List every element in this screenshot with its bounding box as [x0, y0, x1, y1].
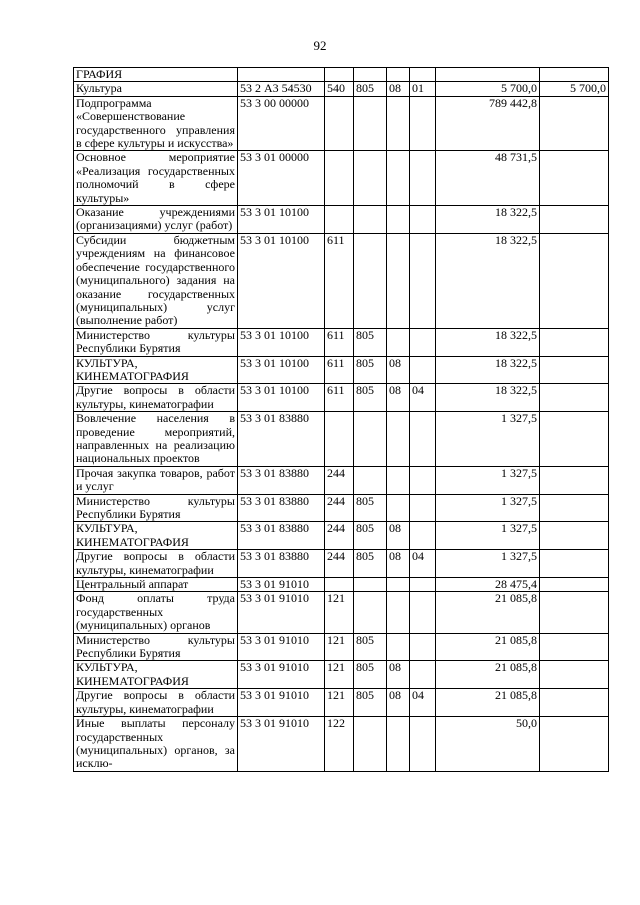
table-row	[74, 151, 609, 206]
amount-extra-cell	[540, 96, 609, 151]
table-row	[74, 592, 609, 633]
budget-table	[73, 67, 609, 772]
target-code-cell: 53 3 01 91010	[238, 578, 325, 592]
section-cell: 08	[387, 82, 410, 96]
administrator-cell: 805	[354, 328, 387, 356]
subsection-cell	[410, 466, 436, 494]
target-code-cell: 53 3 01 91010	[238, 717, 325, 772]
amount-cell: 1 327,5	[436, 522, 540, 550]
section-cell	[387, 233, 410, 328]
target-code-cell: 53 3 01 83880	[238, 494, 325, 522]
expense-type-cell: 244	[325, 550, 354, 578]
row-name-cell: Иные выплаты персоналу государственных (муниципальных) органов, за исклю-	[74, 717, 238, 772]
administrator-cell: 805	[354, 82, 387, 96]
administrator-cell: 805	[354, 494, 387, 522]
administrator-cell	[354, 233, 387, 328]
administrator-cell	[354, 412, 387, 467]
amount-extra-cell	[540, 412, 609, 467]
administrator-cell	[354, 68, 387, 82]
section-cell: 08	[387, 550, 410, 578]
amount-extra-cell	[540, 689, 609, 717]
subsection-cell	[410, 151, 436, 206]
amount-cell: 21 085,8	[436, 661, 540, 689]
administrator-cell: 805	[354, 633, 387, 661]
administrator-cell: 805	[354, 689, 387, 717]
row-name-cell: Основное мероприятие «Реализация государственных полномочий в сфере культуры»	[74, 151, 238, 206]
expense-type-cell	[325, 68, 354, 82]
table-row	[74, 356, 609, 384]
table-row	[74, 82, 609, 96]
amount-extra-cell	[540, 550, 609, 578]
amount-extra-cell	[540, 578, 609, 592]
target-code-cell: 53 3 01 83880	[238, 550, 325, 578]
expense-type-cell: 611	[325, 384, 354, 412]
row-name-cell: Прочая закупка товаров, работ и услуг	[74, 466, 238, 494]
section-cell: 08	[387, 689, 410, 717]
target-code-cell: 53 3 01 83880	[238, 522, 325, 550]
subsection-cell	[410, 578, 436, 592]
subsection-cell	[410, 592, 436, 633]
target-code-cell: 53 3 01 10100	[238, 328, 325, 356]
subsection-cell: 04	[410, 689, 436, 717]
expense-type-cell: 611	[325, 328, 354, 356]
section-cell	[387, 717, 410, 772]
amount-cell: 21 085,8	[436, 592, 540, 633]
expense-type-cell	[325, 206, 354, 234]
page-number: 92	[313, 38, 327, 53]
section-cell: 08	[387, 384, 410, 412]
target-code-cell: 53 3 01 91010	[238, 633, 325, 661]
administrator-cell: 805	[354, 550, 387, 578]
subsection-cell	[410, 356, 436, 384]
amount-cell: 1 327,5	[436, 550, 540, 578]
target-code-cell: 53 3 01 91010	[238, 689, 325, 717]
table-row	[74, 550, 609, 578]
table-row	[74, 233, 609, 328]
expense-type-cell: 611	[325, 233, 354, 328]
row-name-cell: ГРАФИЯ	[74, 68, 238, 82]
subsection-cell	[410, 68, 436, 82]
expense-type-cell: 611	[325, 356, 354, 384]
row-name-cell: Фонд оплаты труда государственных (муниципальных) органов	[74, 592, 238, 633]
administrator-cell	[354, 717, 387, 772]
expense-type-cell: 121	[325, 592, 354, 633]
table-row	[74, 328, 609, 356]
amount-extra-cell	[540, 206, 609, 234]
administrator-cell	[354, 578, 387, 592]
amount-cell: 1 327,5	[436, 412, 540, 467]
target-code-cell: 53 3 01 10100	[238, 356, 325, 384]
row-name-cell: Центральный аппарат	[74, 578, 238, 592]
amount-cell: 18 322,5	[436, 328, 540, 356]
amount-cell: 18 322,5	[436, 206, 540, 234]
administrator-cell	[354, 206, 387, 234]
target-code-cell: 53 3 01 91010	[238, 592, 325, 633]
section-cell: 08	[387, 356, 410, 384]
subsection-cell	[410, 206, 436, 234]
amount-cell: 18 322,5	[436, 356, 540, 384]
section-cell	[387, 412, 410, 467]
table-row	[74, 522, 609, 550]
administrator-cell	[354, 592, 387, 633]
target-code-cell	[238, 68, 325, 82]
administrator-cell	[354, 151, 387, 206]
administrator-cell: 805	[354, 522, 387, 550]
amount-extra-cell	[540, 592, 609, 633]
target-code-cell: 53 2 А3 54530	[238, 82, 325, 96]
administrator-cell: 805	[354, 661, 387, 689]
row-name-cell: Министерство культуры Республики Бурятия	[74, 328, 238, 356]
expense-type-cell: 540	[325, 82, 354, 96]
amount-cell	[436, 68, 540, 82]
amount-extra-cell	[540, 233, 609, 328]
subsection-cell: 01	[410, 82, 436, 96]
amount-cell: 18 322,5	[436, 384, 540, 412]
table-row	[74, 384, 609, 412]
row-name-cell: Вовлечение населения в проведение мероприятий, направленных на реализацию национальных проектов	[74, 412, 238, 467]
table-row	[74, 661, 609, 689]
table-row	[74, 96, 609, 151]
amount-extra-cell	[540, 661, 609, 689]
expense-type-cell: 121	[325, 633, 354, 661]
subsection-cell	[410, 412, 436, 467]
section-cell	[387, 578, 410, 592]
amount-extra-cell	[540, 522, 609, 550]
table-row	[74, 717, 609, 772]
section-cell	[387, 68, 410, 82]
section-cell: 08	[387, 522, 410, 550]
section-cell	[387, 633, 410, 661]
amount-extra-cell	[540, 151, 609, 206]
amount-cell: 21 085,8	[436, 633, 540, 661]
amount-cell: 18 322,5	[436, 233, 540, 328]
section-cell	[387, 151, 410, 206]
amount-cell: 1 327,5	[436, 466, 540, 494]
subsection-cell	[410, 522, 436, 550]
subsection-cell	[410, 661, 436, 689]
section-cell	[387, 494, 410, 522]
administrator-cell: 805	[354, 384, 387, 412]
amount-cell: 1 327,5	[436, 494, 540, 522]
amount-extra-cell	[540, 633, 609, 661]
expense-type-cell: 122	[325, 717, 354, 772]
amount-extra-cell	[540, 494, 609, 522]
target-code-cell: 53 3 01 83880	[238, 412, 325, 467]
subsection-cell	[410, 96, 436, 151]
administrator-cell	[354, 96, 387, 151]
row-name-cell: Подпрограмма «Совершенствование государственного управления в сфере культуры и искусства»	[74, 96, 238, 151]
row-name-cell: КУЛЬТУРА, КИНЕМАТОГРАФИЯ	[74, 522, 238, 550]
subsection-cell: 04	[410, 550, 436, 578]
table-row	[74, 689, 609, 717]
amount-extra-cell	[540, 68, 609, 82]
target-code-cell: 53 3 01 10100	[238, 206, 325, 234]
amount-cell: 789 442,8	[436, 96, 540, 151]
expense-type-cell: 244	[325, 494, 354, 522]
table-row	[74, 412, 609, 467]
target-code-cell: 53 3 00 00000	[238, 96, 325, 151]
expense-type-cell: 244	[325, 522, 354, 550]
section-cell	[387, 466, 410, 494]
target-code-cell: 53 3 01 00000	[238, 151, 325, 206]
amount-extra-cell: 5 700,0	[540, 82, 609, 96]
amount-cell: 5 700,0	[436, 82, 540, 96]
administrator-cell	[354, 466, 387, 494]
table-row	[74, 494, 609, 522]
expense-type-cell: 244	[325, 466, 354, 494]
expense-type-cell	[325, 412, 354, 467]
row-name-cell: Другие вопросы в области культуры, кинематографии	[74, 550, 238, 578]
subsection-cell	[410, 494, 436, 522]
expense-type-cell	[325, 96, 354, 151]
amount-cell: 48 731,5	[436, 151, 540, 206]
amount-extra-cell	[540, 328, 609, 356]
row-name-cell: Министерство культуры Республики Бурятия	[74, 633, 238, 661]
target-code-cell: 53 3 01 10100	[238, 384, 325, 412]
row-name-cell: КУЛЬТУРА, КИНЕМАТОГРАФИЯ	[74, 661, 238, 689]
section-cell	[387, 328, 410, 356]
subsection-cell: 04	[410, 384, 436, 412]
row-name-cell: Субсидии бюджетным учреждениям на финансовое обеспечение государственного (муниципального) задания на оказание государственных (муниципальных) услуг (выполнение работ)	[74, 233, 238, 328]
row-name-cell: Оказание учреждениями (организациями) услуг (работ)	[74, 206, 238, 234]
amount-extra-cell	[540, 717, 609, 772]
target-code-cell: 53 3 01 10100	[238, 233, 325, 328]
target-code-cell: 53 3 01 83880	[238, 466, 325, 494]
amount-extra-cell	[540, 384, 609, 412]
amount-cell: 28 475,4	[436, 578, 540, 592]
table-row	[74, 466, 609, 494]
expense-type-cell: 121	[325, 661, 354, 689]
administrator-cell: 805	[354, 356, 387, 384]
table-row	[74, 206, 609, 234]
subsection-cell	[410, 233, 436, 328]
amount-extra-cell	[540, 356, 609, 384]
row-name-cell: Министерство культуры Республики Бурятия	[74, 494, 238, 522]
row-name-cell: Другие вопросы в области культуры, кинематографии	[74, 384, 238, 412]
expense-type-cell: 121	[325, 689, 354, 717]
row-name-cell: Культура	[74, 82, 238, 96]
subsection-cell	[410, 328, 436, 356]
expense-type-cell	[325, 578, 354, 592]
row-name-cell: Другие вопросы в области культуры, кинематографии	[74, 689, 238, 717]
amount-cell: 50,0	[436, 717, 540, 772]
section-cell	[387, 96, 410, 151]
amount-extra-cell	[540, 466, 609, 494]
subsection-cell	[410, 717, 436, 772]
table-row	[74, 578, 609, 592]
subsection-cell	[410, 633, 436, 661]
target-code-cell: 53 3 01 91010	[238, 661, 325, 689]
expense-type-cell	[325, 151, 354, 206]
row-name-cell: КУЛЬТУРА, КИНЕМАТОГРАФИЯ	[74, 356, 238, 384]
section-cell	[387, 592, 410, 633]
amount-cell: 21 085,8	[436, 689, 540, 717]
table-row	[74, 633, 609, 661]
section-cell	[387, 206, 410, 234]
section-cell: 08	[387, 661, 410, 689]
table-row	[74, 68, 609, 82]
